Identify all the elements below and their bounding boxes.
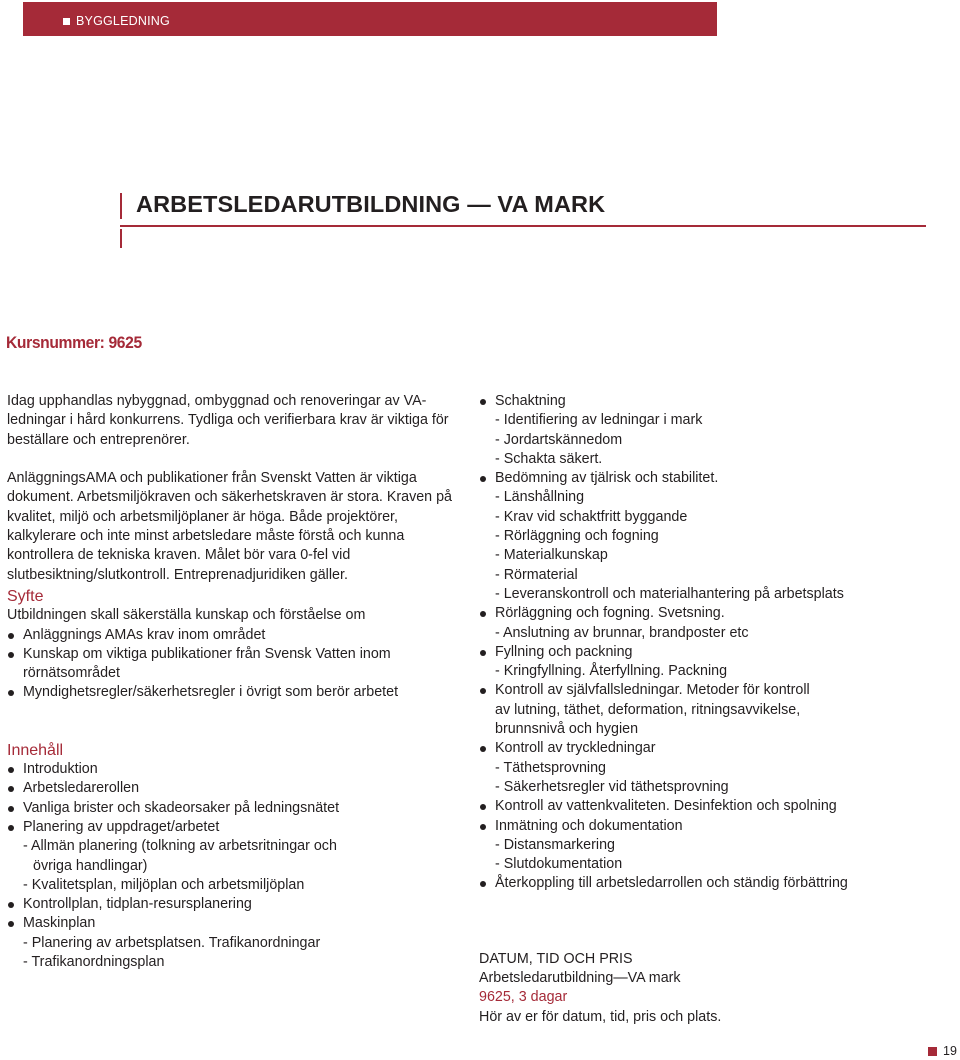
right-column — [479, 392, 949, 1027]
sub-item: - Rörmaterial — [495, 566, 578, 583]
sub-item: - Distansmarkering — [495, 836, 615, 853]
list-item: Introduktion — [7, 760, 462, 779]
sub-item: - Materialkunskap — [495, 547, 608, 564]
list-item: Vanliga brister och skadeorsaker på ledningsnätet — [7, 799, 462, 818]
header-band — [23, 2, 717, 36]
course-code-days: 9625, 3 dagar — [479, 989, 568, 1006]
square-icon — [928, 1047, 937, 1056]
course-name: Arbetsledarutbildning—VA mark — [479, 970, 681, 987]
left-column — [7, 392, 462, 972]
contact-text: Hör av er för datum, tid, pris och plats. — [479, 1008, 722, 1025]
sub-item: - Kringfyllning. Återfyllning. Packning — [495, 663, 728, 680]
sub-item: - Länshållning — [495, 489, 585, 506]
sub-item: - Täthetsprovning — [495, 759, 606, 776]
sub-item: - Allmän planering (tolkning av arbetsritningar och — [23, 838, 337, 855]
page-title: ARBETSLEDARUTBILDNING — VA MARK — [136, 191, 606, 217]
datum-heading: DATUM, TID OCH PRIS — [479, 950, 633, 967]
sub-item: - Kvalitetsplan, miljöplan och arbetsmiljöplan — [23, 876, 305, 893]
square-icon — [63, 18, 70, 25]
continuation-line: brunnsnivå och hygien — [495, 721, 639, 738]
continuation-line: av lutning, täthet, deformation, ritningsavvikelse, — [495, 701, 801, 718]
sub-item: - Anslutning av brunnar, brandposter etc — [495, 624, 749, 641]
list-item: Bedömning av tjälrisk och stabilitet. — [479, 469, 949, 488]
syfte-lead: Utbildningen skall säkerställa kunskap och förståelse om — [7, 607, 366, 624]
title-rule-top — [120, 193, 122, 219]
list-item: Kontroll av vattenkvaliteten. Desinfektion och spolning — [479, 797, 949, 816]
sub-item: - Planering av arbetsplatsen. Trafikanordningar — [23, 934, 321, 951]
list-item: Inmätning och dokumentation — [479, 817, 949, 836]
course-number: Kursnummer: 9625 — [6, 333, 142, 352]
section-label-text: BYGGLEDNING — [76, 14, 170, 28]
page-number — [928, 1044, 957, 1058]
intro-paragraph-2: AnläggningsAMA och publikationer från Svenskt Vatten är viktiga dokument. Arbetsmiljökraven och säkerhetskraven är stora. Kraven på kvalitet, miljö och arbetsmiljöplaner är höga. Både projektörer, kalkylerare och inte minst arbetsledare måste förstå och kunna kontrollera de tekniska kraven. Målet bör vara 0-fel vid slutbesiktning/slutkontroll. Entreprenadjuridiken gäller. — [7, 470, 453, 583]
list-item: Fyllning och packning — [479, 643, 949, 662]
title-rule — [120, 225, 926, 227]
sub-item: - Identifiering av ledningar i mark — [495, 412, 703, 429]
list-item: Kontroll av tryckledningar — [479, 739, 949, 758]
list-item: Kontroll av självfallsledningar. Metoder för kontroll — [479, 681, 949, 700]
sub-item: - Slutdokumentation — [495, 856, 623, 873]
innehall-heading: Innehåll — [7, 741, 64, 759]
list-item: Kontrollplan, tidplan-resursplanering — [7, 895, 462, 914]
list-item: Planering av uppdraget/arbetet — [7, 818, 462, 837]
list-item: Återkoppling till arbetsledarrollen och ständig förbättring — [479, 874, 949, 893]
page-number-text: 19 — [943, 1044, 957, 1058]
sub-item: - Jordartskännedom — [495, 431, 623, 448]
title-rule-bottom — [120, 229, 122, 248]
sub-item: - Trafikanordningsplan — [23, 954, 165, 971]
innehall-list — [7, 760, 462, 837]
syfte-heading: Syfte — [7, 587, 44, 605]
list-item: Kunskap om viktiga publikationer från Svensk Vatten inom rörnätsområdet — [7, 645, 462, 684]
sub-item: - Rörläggning och fogning — [495, 528, 659, 545]
list-item: Myndighetsregler/säkerhetsregler i övrigt som berör arbetet — [7, 683, 462, 702]
list-item: Arbetsledarerollen — [7, 779, 462, 798]
sub-item: - Leveranskontroll och materialhantering på arbetsplats — [495, 585, 844, 602]
list-item: Anläggnings AMAs krav inom området — [7, 626, 462, 645]
sub-item: - Schakta säkert. — [495, 450, 603, 467]
section-label — [63, 14, 170, 28]
sub-item: - Säkerhetsregler vid täthetsprovning — [495, 778, 729, 795]
syfte-list — [7, 626, 462, 703]
sub-item: övriga handlingar) — [33, 857, 148, 874]
intro-paragraph-1: Idag upphandlas nybyggnad, ombyggnad och renoveringar av VA-ledningar i hård konkurrens. Tydliga och verifierbara krav är viktiga för beställare och entreprenörer. — [7, 393, 449, 448]
list-item: Schaktning — [479, 392, 949, 411]
sub-item: - Krav vid schaktfritt byggande — [495, 508, 688, 525]
list-item: Rörläggning och fogning. Svetsning. — [479, 604, 949, 623]
list-item: Maskinplan — [7, 914, 462, 933]
